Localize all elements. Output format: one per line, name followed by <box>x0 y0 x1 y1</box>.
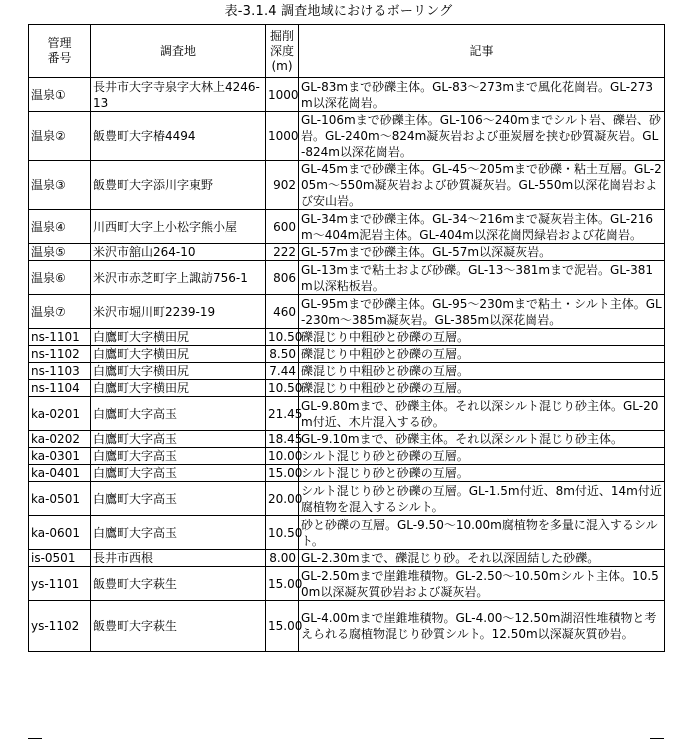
table-row <box>29 112 665 161</box>
cell-id: ns-1102 <box>29 346 91 363</box>
table-row <box>29 363 665 380</box>
cell-area: 白鷹町大字高玉 <box>91 465 266 482</box>
cell-depth: 1000 <box>266 78 299 112</box>
cell-depth: 10.50 <box>266 329 299 346</box>
cell-area: 長井市西根 <box>91 550 266 567</box>
cell-note: 砂と砂礫の互層。GL-9.50～10.00m腐植物を多量に混入するシルト。 <box>299 516 665 550</box>
cell-id: 温泉④ <box>29 210 91 244</box>
page-title: 表-3.1.4 調査地域におけるボーリング <box>224 4 453 19</box>
cell-area: 白鷹町大字横田尻 <box>91 363 266 380</box>
cell-id: 温泉⑦ <box>29 295 91 329</box>
cell-area: 白鷹町大字高玉 <box>91 516 266 550</box>
cell-note: GL-57mまで砂礫主体。GL-57m以深凝灰岩。 <box>299 244 665 261</box>
table-row <box>29 448 665 465</box>
table-row <box>29 161 665 210</box>
cell-id: is-0501 <box>29 550 91 567</box>
cell-depth: 10.00 <box>266 448 299 465</box>
cell-note: GL-95mまで砂礫主体。GL-95～230mまで粘土・シルト主体。GL-230m～385m凝灰岩。GL-385m以深花崗岩。 <box>299 295 665 329</box>
cell-depth: 15.00 <box>266 567 299 601</box>
table-row <box>29 210 665 244</box>
cell-note: シルト混じり砂と砂礫の互層。 <box>299 465 665 482</box>
cell-note: GL-2.30mまで、礫混じり砂。それ以深固結した砂礫。 <box>299 550 665 567</box>
table-row <box>29 346 665 363</box>
table-row <box>29 431 665 448</box>
cell-area: 川西町大字上小松字熊小屋 <box>91 210 266 244</box>
cell-id: ns-1101 <box>29 329 91 346</box>
corner-mark-right <box>650 738 664 739</box>
cell-depth: 20.00 <box>266 482 299 516</box>
table-row <box>29 601 665 652</box>
cell-area: 米沢市赤芝町字上諏訪756-1 <box>91 261 266 295</box>
cell-area: 白鷹町大字高玉 <box>91 397 266 431</box>
cell-id: ns-1103 <box>29 363 91 380</box>
table-row <box>29 465 665 482</box>
cell-depth: 7.44 <box>266 363 299 380</box>
corner-mark-left <box>28 738 42 739</box>
header-note: 記事 <box>299 25 665 78</box>
cell-depth: 460 <box>266 295 299 329</box>
cell-id: 温泉⑥ <box>29 261 91 295</box>
table-row <box>29 244 665 261</box>
cell-note: GL-34mまで砂礫主体。GL-34～216mまで凝灰岩主体。GL-216m～404m泥岩主体。GL-404m以深花崗閃緑岩および花崗岩。 <box>299 210 665 244</box>
cell-note: 礫混じり中粗砂と砂礫の互層。 <box>299 329 665 346</box>
cell-note: GL-9.80mまで、砂礫主体。それ以深シルト混じり砂主体。GL-20m付近、木片混入する砂。 <box>299 397 665 431</box>
cell-id: 温泉① <box>29 78 91 112</box>
header-id: 管理 番号 <box>29 25 91 78</box>
header-depth: 掘削 深度 (m) <box>266 25 299 78</box>
cell-note: シルト混じり砂と砂礫の互層。 <box>299 448 665 465</box>
cell-area: 白鷹町大字高玉 <box>91 431 266 448</box>
table-header-row <box>29 25 665 78</box>
cell-depth: 600 <box>266 210 299 244</box>
cell-id: ka-0301 <box>29 448 91 465</box>
table-row <box>29 261 665 295</box>
cell-id: ka-0501 <box>29 482 91 516</box>
cell-area: 白鷹町大字横田尻 <box>91 329 266 346</box>
cell-depth: 902 <box>266 161 299 210</box>
cell-depth: 10.50 <box>266 516 299 550</box>
cell-area: 米沢市堀川町2239-19 <box>91 295 266 329</box>
table-row <box>29 397 665 431</box>
cell-area: 白鷹町大字横田尻 <box>91 380 266 397</box>
table-row <box>29 380 665 397</box>
cell-area: 長井市大字寺泉字大林上4246-13 <box>91 78 266 112</box>
cell-id: ys-1102 <box>29 601 91 652</box>
cell-depth: 8.50 <box>266 346 299 363</box>
cell-note: GL-83mまで砂礫主体。GL-83～273mまで風化花崗岩。GL-273m以深花崗岩。 <box>299 78 665 112</box>
table-row <box>29 567 665 601</box>
cell-area: 飯豊町大字萩生 <box>91 601 266 652</box>
header-area: 調査地 <box>91 25 266 78</box>
cell-note: GL-9.10mまで、砂礫主体。それ以深シルト混じり砂主体。 <box>299 431 665 448</box>
cell-area: 白鷹町大字横田尻 <box>91 346 266 363</box>
cell-id: ns-1104 <box>29 380 91 397</box>
cell-id: ys-1101 <box>29 567 91 601</box>
cell-depth: 15.00 <box>266 601 299 652</box>
cell-note: GL-2.50mまで崖錐堆積物。GL-2.50～10.50mシルト主体。10.50m以深凝灰質砂岩および凝灰岩。 <box>299 567 665 601</box>
cell-area: 飯豊町大字椿4494 <box>91 112 266 161</box>
cell-area: 白鷹町大字高玉 <box>91 482 266 516</box>
cell-note: シルト混じり砂と砂礫の互層。GL-1.5m付近、8m付近、14m付近腐植物を混入するシルト。 <box>299 482 665 516</box>
cell-depth: 806 <box>266 261 299 295</box>
cell-note: GL-13mまで粘土および砂礫。GL-13～381mまで泥岩。GL-381m以深粘板岩。 <box>299 261 665 295</box>
cell-depth: 15.00 <box>266 465 299 482</box>
cell-id: ka-0601 <box>29 516 91 550</box>
table-row <box>29 516 665 550</box>
cell-id: ka-0202 <box>29 431 91 448</box>
cell-depth: 1000 <box>266 112 299 161</box>
cell-depth: 222 <box>266 244 299 261</box>
cell-area: 米沢市舘山264-10 <box>91 244 266 261</box>
cell-depth: 10.50 <box>266 380 299 397</box>
cell-id: ka-0401 <box>29 465 91 482</box>
cell-note: GL-4.00mまで崖錐堆積物。GL-4.00～12.50m湖沼性堆積物と考えられる腐植物混じり砂質シルト。12.50m以深凝灰質砂岩。 <box>299 601 665 652</box>
cell-id: ka-0201 <box>29 397 91 431</box>
table-row <box>29 329 665 346</box>
boring-table <box>28 24 665 652</box>
table-row <box>29 550 665 567</box>
cell-depth: 18.45 <box>266 431 299 448</box>
cell-area: 飯豊町大字萩生 <box>91 567 266 601</box>
cell-note: 礫混じり中粗砂と砂礫の互層。 <box>299 363 665 380</box>
table-row <box>29 482 665 516</box>
cell-area: 飯豊町大字添川字東野 <box>91 161 266 210</box>
cell-id: 温泉⑤ <box>29 244 91 261</box>
cell-note: 礫混じり中粗砂と砂礫の互層。 <box>299 380 665 397</box>
cell-area: 白鷹町大字高玉 <box>91 448 266 465</box>
cell-note: 礫混じり中粗砂と砂礫の互層。 <box>299 346 665 363</box>
table-body <box>29 78 665 652</box>
table-row <box>29 78 665 112</box>
cell-id: 温泉③ <box>29 161 91 210</box>
table-row <box>29 295 665 329</box>
cell-note: GL-106mまで砂礫主体。GL-106～240mまでシルト岩、礫岩、砂岩。GL-240m～824m凝灰岩および亜炭層を挟む砂質凝灰岩。GL-824m以深花崗岩。 <box>299 112 665 161</box>
cell-depth: 21.45 <box>266 397 299 431</box>
cell-id: 温泉② <box>29 112 91 161</box>
cell-note: GL-45mまで砂礫主体。GL-45～205mまで砂礫・粘土互層。GL-205m～550m凝灰岩および砂質凝灰岩。GL-550m以深花崗岩および安山岩。 <box>299 161 665 210</box>
cell-depth: 8.00 <box>266 550 299 567</box>
